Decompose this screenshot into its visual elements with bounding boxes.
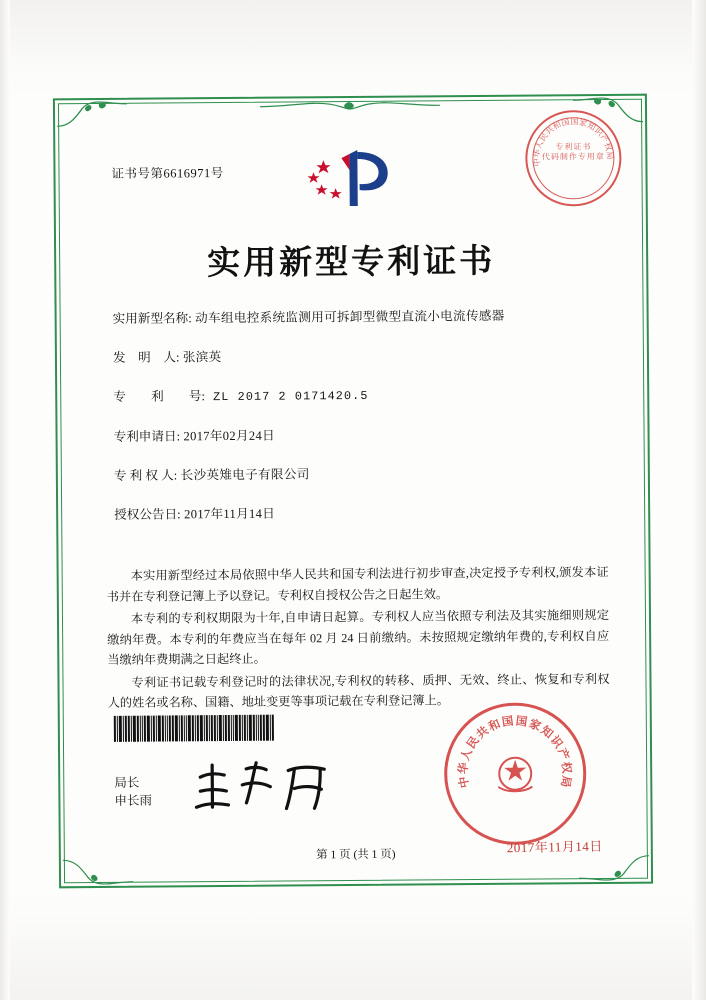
barcode-bar — [225, 715, 227, 741]
barcode-bar — [140, 716, 141, 742]
signatory-title: 局长 — [114, 775, 140, 790]
field-label: 专 利 号: — [113, 389, 205, 404]
barcode-bar — [244, 715, 246, 741]
stamp-arc-char: 国 — [560, 117, 571, 128]
barcode-bar — [117, 716, 118, 742]
barcode-bar — [156, 716, 157, 742]
barcode-bar — [195, 715, 196, 741]
barcode-bar — [167, 715, 168, 741]
barcode-bar — [188, 715, 191, 741]
stamp-arc-char: 家 — [578, 117, 589, 129]
field-value: 长沙英雉电子有限公司 — [177, 467, 310, 483]
stamp-arc-char: 局 — [558, 774, 573, 789]
certificate-fields — [113, 306, 607, 545]
stamp-arc-char: 共 — [543, 124, 556, 137]
field-label: 发 明 人: — [112, 350, 180, 365]
barcode-bar — [231, 715, 232, 741]
stamp-arc-char: 人 — [533, 139, 546, 151]
stamp-arc-char: 家 — [527, 717, 543, 734]
barcode-bar — [206, 715, 208, 741]
barcode-bar — [233, 715, 234, 741]
barcode-bar — [214, 715, 216, 741]
page-title: 实用新型专利证书 — [207, 243, 496, 283]
stamp-arc-char: 产 — [598, 132, 611, 145]
barcode-bar — [263, 715, 265, 741]
field-row — [114, 502, 606, 524]
barcode-bar — [162, 715, 164, 741]
barcode-bar — [137, 716, 139, 742]
barcode-bar — [223, 715, 224, 741]
sipo-logo-icon — [291, 140, 410, 218]
legal-paragraphs — [107, 562, 610, 715]
issuer-round-stamp — [525, 110, 622, 207]
patent-certificate — [53, 94, 653, 889]
signatory-name: 申长雨 — [114, 793, 152, 808]
stamp-arc-char: 中 — [457, 775, 472, 789]
stamp-arc-char: 中 — [532, 157, 543, 167]
field-row — [113, 384, 605, 407]
barcode-bar — [204, 715, 205, 741]
barcode-bar — [184, 715, 185, 741]
scan-shadow-top — [0, 0, 706, 96]
stamp-arc-char: 国 — [570, 117, 579, 127]
field-label: 专利申请日: — [113, 429, 181, 444]
field-value: ZL 2017 2 0171420.5 — [204, 388, 369, 405]
field-value: 2017年11月14日 — [180, 506, 276, 522]
stamp-center-text — [527, 142, 619, 163]
barcode-bar — [131, 716, 132, 742]
barcode-bar — [247, 715, 248, 741]
stamp-arc-char: 知 — [585, 120, 598, 133]
barcode-bar — [235, 715, 238, 741]
barcode-bar — [133, 716, 136, 742]
barcode-bar — [258, 715, 259, 741]
scan-shadow-bottom — [0, 890, 706, 1000]
barcode-bar — [228, 715, 230, 741]
stamp-arc-char: 国 — [501, 715, 515, 729]
barcode-bar — [256, 715, 257, 741]
barcode-bar — [270, 715, 271, 741]
barcode-bar — [217, 715, 218, 741]
stamp-arc-char: 人 — [459, 747, 475, 763]
field-label: 实用新型名称: — [112, 311, 192, 326]
barcode-bar — [169, 715, 171, 741]
page-edge-left — [0, 0, 10, 1000]
barcode-bar — [119, 716, 122, 742]
barcode-bar — [158, 716, 161, 742]
barcode-bar — [186, 715, 187, 741]
barcode-bar — [165, 715, 166, 741]
barcode-bar — [239, 715, 241, 741]
stamp-arc-char: 和 — [487, 718, 503, 734]
barcode-bar — [219, 715, 222, 741]
barcode-bar — [123, 716, 124, 742]
field-label: 专 利 权 人: — [113, 468, 178, 483]
barcode-bar — [144, 716, 146, 742]
barcode-bar — [153, 716, 155, 742]
national-emblem-icon — [488, 747, 542, 801]
barcode — [114, 714, 318, 742]
barcode-bar — [192, 715, 194, 741]
barcode-bar — [128, 716, 130, 742]
barcode-bar — [249, 715, 252, 741]
barcode-bar — [175, 715, 178, 741]
legal-paragraph: 本专利的专利权期限为十年,自申请日起算。专利权人应当依照专利法及其实施细则规定缴纳年费。本专利的年费应当在每年 02 月 24 日前缴纳。未按照规定缴纳年费的,专利权自应当缴纳年费期满之日起终止。 — [107, 607, 610, 667]
barcode-bar — [114, 716, 116, 742]
barcode-bar — [253, 715, 255, 741]
barcode-bar — [266, 715, 269, 741]
stamp-arc-char: 民 — [465, 734, 482, 752]
field-value: 动车组电控系统监测用可拆卸型微型直流小电流传感器 — [191, 308, 505, 326]
stamp-arc-char: 国 — [515, 715, 528, 729]
stamp-arc-char: 识 — [547, 734, 565, 751]
handwritten-signature — [190, 756, 341, 824]
field-value: 张滨英 — [179, 350, 222, 365]
stamp-arc-char: 民 — [537, 131, 550, 143]
barcode-bar — [181, 715, 183, 741]
barcode-bar — [260, 715, 262, 741]
field-row — [113, 424, 605, 446]
stamp-arc-char: 华 — [457, 762, 471, 775]
barcode-bar — [172, 715, 174, 741]
stamp-arc-char: 权 — [559, 761, 573, 775]
stamp-arc-char: 识 — [592, 125, 605, 138]
stamp-center-line1: 专利证书 — [555, 142, 592, 152]
stamp-center-line2: 代码制作专用章 — [541, 152, 605, 162]
barcode-bar — [151, 716, 152, 742]
legal-paragraph: 本实用新型经过本局依照中华人民共和国专利法进行初步审查,决定授予专利权,颁发本证书并在专利登记簿上予以登记。专利权自授权公告之日起生效。 — [106, 564, 609, 604]
barcode-bar — [242, 715, 243, 741]
stamp-arc-char: 华 — [532, 148, 543, 159]
stamp-arc-char: 和 — [551, 119, 563, 132]
signatory-block — [114, 774, 152, 810]
barcode-bar — [142, 716, 143, 742]
page-edge-right — [692, 0, 706, 1000]
barcode-bar — [147, 716, 150, 742]
field-row — [113, 306, 605, 328]
stamp-arc-char: 局 — [604, 151, 615, 160]
barcode-bar — [211, 715, 213, 741]
legal-paragraph: 专利证书记载专利登记时的法律状况,专利权的转移、质押、无效、终止、恢复和专利权人的姓名或名称、国籍、地址变更等事项记载在专利登记簿上。 — [107, 671, 610, 710]
page-footer: 第 1 页 (共 1 页) — [316, 848, 396, 862]
field-label: 授权公告日: — [114, 507, 181, 522]
field-row — [113, 345, 605, 367]
barcode-bar — [209, 715, 210, 741]
field-row — [114, 463, 606, 485]
stamp-date: 2017年11月14日 — [506, 838, 603, 856]
national-red-stamp — [444, 702, 587, 845]
barcode-bar — [125, 716, 127, 742]
barcode-bar — [200, 715, 203, 741]
barcode-bar — [272, 715, 274, 741]
certificate-number: 证书号第6616971号 — [111, 166, 224, 181]
barcode-bar — [197, 715, 199, 741]
stamp-arc-char: 共 — [474, 724, 492, 742]
barcode-bar — [179, 715, 180, 741]
field-value: 2017年02月24日 — [179, 428, 275, 444]
stamp-arc-char: 知 — [538, 724, 555, 741]
stamp-arc-char: 产 — [554, 746, 571, 762]
stamp-arc-char: 权 — [602, 141, 614, 152]
